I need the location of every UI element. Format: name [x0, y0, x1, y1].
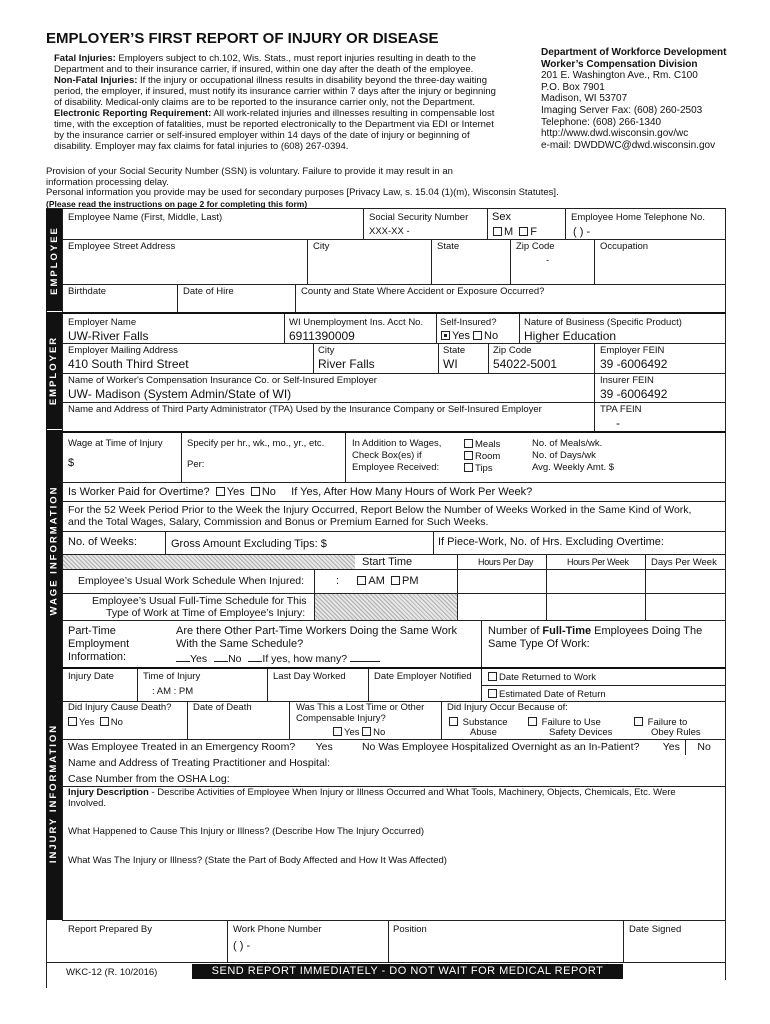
hours-per-week-header: Hours Per Week	[567, 557, 629, 567]
failure-use-checkbox[interactable]	[528, 717, 537, 726]
pm-checkbox[interactable]	[391, 576, 400, 585]
address-line-1: 201 E. Washington Ave., Rm. C100	[541, 70, 698, 82]
death-no-label: No	[110, 717, 123, 728]
county-state-label: County and State Where Accident or Exposure Occurred?	[301, 286, 545, 297]
injury-description-line-1	[68, 788, 676, 799]
failure-obey-label-2: Obey Rules	[651, 727, 701, 738]
nonfatal-text-3: of disability. Medical-only claims are to be reported to the insurance carrier only, not the Department.	[54, 97, 476, 108]
self-insured-yes-label: Yes	[452, 330, 470, 342]
instructions-note: (Please read the instructions on page 2 for completing this form)	[46, 198, 308, 209]
am-label: AM	[368, 575, 385, 587]
injury-description-line-2: Involved.	[68, 798, 107, 809]
electronic-text: All work-related injuries and illnesses resulting in compensable lost	[211, 108, 495, 119]
hosp-yes-option[interactable]: Yes	[662, 741, 680, 753]
period-52-line-1: For the 52 Week Period Prior to the Week the Injury Occurred, Report Below the Number of Weeks Worked in the Same Kind of Work,	[68, 504, 692, 516]
substance-checkbox[interactable]	[449, 717, 458, 726]
section-tab-employer: EMPLOYER	[46, 312, 62, 429]
hours-per-day-header: Hours Per Day	[478, 557, 534, 567]
city-label: City	[313, 241, 330, 252]
lost-no-label: No	[373, 727, 386, 738]
self-insured-options	[441, 331, 498, 342]
overtime-hours-label: If Yes, After How Many Hours of Work Per Week?	[291, 486, 533, 498]
lost-yes-label: Yes	[344, 727, 360, 738]
electronic-text-3: by the insurance carrier or self-insured employer within 14 days of the date of injury or beginning of	[54, 130, 470, 141]
hospitalized-label: Was Employee Hospitalized Overnight as an In-Patient?	[378, 741, 640, 753]
failure-use-label: Failure to Use	[541, 717, 601, 728]
returned-option	[488, 672, 596, 684]
employer-state-label: State	[443, 345, 466, 356]
employer-zip-label: Zip Code	[493, 345, 532, 356]
telephone-number: Telephone: (608) 266-1340	[541, 116, 662, 128]
what-happened-label: What Happened to Cause This Injury or Illness? (Describe How The Injury Occurred)	[68, 826, 425, 837]
death-yes-label: Yes	[79, 717, 95, 728]
send-report-banner: SEND REPORT IMMEDIATELY - DO NOT WAIT FOR MEDICAL REPORT	[192, 964, 623, 979]
email-link[interactable]: e-mail: DWDDWC@dwd.wisconsin.gov	[541, 139, 716, 151]
osha-label: Case Number from the OSHA Log:	[68, 773, 230, 785]
insurance-co-label: Name of Worker's Compensation Insurance Co. or Self-Insured Employer	[68, 375, 377, 386]
fulltime-schedule-line-1: Employee’s Usual Full-Time Schedule for This	[92, 595, 307, 607]
substance-label: Substance	[462, 717, 508, 728]
returned-checkbox[interactable]	[488, 672, 497, 681]
employer-name-value[interactable]: UW-River Falls	[68, 329, 149, 343]
sex-f-checkbox[interactable]	[519, 227, 528, 236]
fax-number: Imaging Server Fax: (608) 260-2503	[541, 104, 703, 116]
privacy-line-1: Provision of your Social Security Number (SSN) is voluntary. Failure to provide it may result in an	[46, 166, 453, 177]
er-no-option[interactable]: No	[361, 741, 376, 753]
tpa-label: Name and Address of Third Party Administrator (TPA) Used by the Insurance Company or Self-Insured Employer	[68, 404, 542, 415]
other-pt-answers	[176, 654, 380, 665]
time-of-injury-label: Time of Injury	[143, 671, 201, 682]
avg-weekly-label: Avg. Weekly Amt. $	[532, 462, 615, 473]
fulltime-hatch	[315, 594, 457, 620]
sex-label: Sex	[492, 211, 511, 223]
overtime-label: Is Worker Paid for Overtime?	[68, 486, 210, 498]
last-day-worked-label: Last Day Worked	[273, 671, 346, 682]
date-signed-label: Date Signed	[629, 924, 682, 935]
time-colon: :	[336, 575, 340, 587]
substance-label-2: Abuse	[470, 727, 497, 738]
hire-date-label: Date of Hire	[183, 286, 234, 297]
how-many-label: If yes, how many?	[262, 653, 348, 665]
estimated-label: Estimated Date of Return	[499, 689, 606, 700]
employer-fein-value[interactable]: 39 -6006492	[600, 357, 668, 371]
self-insured-no-checkbox[interactable]	[473, 331, 482, 340]
occupation-label: Occupation	[600, 241, 649, 252]
address-line-3: Madison, WI 53707	[541, 93, 628, 105]
failure-use-label-2: Safety Devices	[549, 727, 613, 738]
lost-time-options	[333, 727, 385, 739]
tips-option	[464, 463, 493, 475]
failure-obey-checkbox[interactable]	[634, 717, 643, 726]
emergency-room-row	[68, 742, 711, 753]
fulltime-employees-line-2: Same Type Of Work:	[488, 638, 590, 650]
nature-business-label: Nature of Business (Specific Product)	[524, 317, 682, 328]
usual-schedule-time	[336, 576, 419, 587]
work-phone-field[interactable]: ( ) -	[233, 940, 251, 952]
section-tab-employee: EMPLOYEE	[46, 209, 62, 311]
division-name: Worker’s Compensation Division	[541, 58, 698, 70]
zip-label: Zip Code	[516, 241, 555, 252]
street-address-label: Employee Street Address	[68, 241, 176, 252]
lost-time-line-2: Compensable Injury?	[296, 713, 386, 724]
date-of-death-label: Date of Death	[193, 702, 252, 713]
estimated-checkbox[interactable]	[488, 689, 497, 698]
prepared-by-label: Report Prepared By	[68, 924, 152, 935]
section-tab-injury: INJURY INFORMATION	[46, 667, 62, 920]
form-top-border	[46, 208, 726, 209]
nonfatal-label: Non-Fatal Injuries:	[54, 75, 138, 86]
er-yes-option[interactable]: Yes	[315, 741, 333, 753]
home-phone-label: Employee Home Telephone No.	[571, 212, 705, 223]
page-title: EMPLOYER’S FIRST REPORT OF INJURY OR DISEASE	[46, 30, 439, 47]
injury-date-label: Injury Date	[68, 671, 114, 682]
room-label: Room	[475, 451, 501, 462]
cause-death-options	[68, 717, 123, 729]
department-name: Department of Workforce Development	[541, 47, 727, 58]
ft-post: Employees Doing The	[591, 625, 703, 637]
self-insured-label: Self-Insured?	[440, 317, 497, 328]
lost-time-line-1: Was This a Lost Time or Other	[296, 702, 425, 713]
overtime-yes-checkbox[interactable]	[216, 487, 225, 496]
fatal-text-2: Department and to their insurance carrier, if insured, within one day after the death of the employee.	[54, 64, 474, 75]
mailing-address-label: Employer Mailing Address	[68, 345, 178, 356]
estimated-option	[488, 689, 606, 701]
tpa-fein-label: TPA FEIN	[600, 404, 642, 415]
overtime-no-checkbox[interactable]	[251, 487, 260, 496]
time-of-injury-field[interactable]: : AM : PM	[152, 686, 194, 697]
employer-city-label: City	[318, 345, 335, 356]
privacy-notice	[46, 167, 746, 209]
meals-checkbox[interactable]	[464, 439, 473, 448]
per-label: Per:	[187, 459, 205, 470]
department-address	[541, 47, 741, 151]
injury-description-text: - Describe Activities of Employee When Injury or Illness Occurred and What Tools, Machinery, Objects, Chemicals, Etc. Were	[148, 787, 676, 798]
other-pt-line-2: With the Same Schedule?	[176, 638, 304, 650]
employer-name-label: Employer Name	[68, 317, 137, 328]
period-52-line-2: and the Total Wages, Salary, Commission and Bonus or Premium Earned for Such Weeks.	[68, 516, 489, 528]
ssn-label: Social Security Number	[369, 212, 469, 223]
room-option	[464, 451, 500, 463]
hosp-no-option[interactable]: No	[697, 741, 711, 753]
nature-business-value[interactable]: Higher Education	[524, 329, 617, 343]
returned-label: Date Returned to Work	[499, 672, 596, 683]
form-id: WKC-12 (R. 10/2016)	[66, 967, 158, 978]
self-insured-yes-checkbox[interactable]	[441, 331, 450, 340]
practitioner-label: Name and Address of Treating Practitioner and Hospital:	[68, 757, 331, 769]
am-checkbox[interactable]	[357, 576, 366, 585]
birthdate-label: Birthdate	[68, 286, 107, 297]
lost-no-checkbox[interactable]	[362, 727, 371, 736]
injury-description-bold: Injury Description	[68, 787, 149, 798]
sex-m-label: M	[504, 226, 514, 238]
addition-line-2: Check Box(es) if	[352, 450, 422, 461]
part-time-line-2: Employment	[68, 638, 130, 650]
wage-dollar: $	[68, 457, 75, 469]
death-no-checkbox[interactable]	[100, 717, 109, 726]
ui-account-value[interactable]: 6911390009	[289, 329, 355, 343]
employer-state-value[interactable]: WI	[443, 357, 458, 371]
work-phone-label: Work Phone Number	[233, 924, 322, 935]
website-link[interactable]: http://www.dwd.wisconsin.gov/wc	[541, 128, 689, 140]
schedule-hatch	[63, 555, 355, 569]
position-label: Position	[393, 924, 427, 935]
ft-pre: Number of	[488, 625, 543, 637]
employer-city-value[interactable]: River Falls	[318, 357, 375, 371]
weeks-label: No. of Weeks:	[68, 536, 137, 548]
start-time-header: Start Time	[362, 556, 413, 568]
tips-checkbox[interactable]	[464, 463, 473, 472]
mailing-address-value[interactable]: 410 South Third Street	[68, 357, 189, 371]
overtime-no-label: No	[261, 486, 276, 498]
nonfatal-text-2: period, the employer, if insured, must notify its insurance carrier within 7 days after the injury or beginning	[54, 86, 496, 97]
insurance-co-value[interactable]: UW- Madison (System Admin/State of WI)	[68, 387, 292, 401]
electronic-text-2: time, with the exception of fatalities, must be reported electronically to the Department via EDI or Internet	[54, 119, 494, 130]
meals-option	[464, 439, 500, 451]
home-phone-field[interactable]: ( ) -	[573, 226, 591, 238]
fatal-label: Fatal Injuries:	[54, 53, 116, 64]
state-label: State	[437, 241, 460, 252]
lost-yes-checkbox[interactable]	[333, 727, 342, 736]
nonfatal-text: If the injury or occupational illness results in disability beyond the three-day waiting	[137, 75, 487, 86]
employer-notified-label: Date Employer Notified	[374, 671, 472, 682]
reporting-instructions	[54, 53, 534, 152]
electronic-label: Electronic Reporting Requirement:	[54, 108, 212, 119]
address-line-2: P.O. Box 7901	[541, 81, 605, 93]
usual-schedule-label: Employee’s Usual Work Schedule When Injured:	[78, 575, 305, 587]
failure-obey-label: Failure to	[647, 717, 688, 728]
days-per-week-header: Days Per Week	[651, 557, 717, 568]
pt-no-label[interactable]: No	[228, 653, 242, 665]
privacy-line-3: Personal information you provide may be used for secondary purposes [Privacy Law, s. 15.04 (1)(m), Wisconsin Statutes].	[46, 187, 559, 198]
ui-account-label: WI Unemployment Ins. Acct No.	[289, 317, 424, 328]
pm-label: PM	[402, 575, 419, 587]
privacy-line-2: information processing delay.	[46, 176, 169, 188]
meals-label: Meals	[475, 439, 501, 450]
ssn-field[interactable]: XXX-XX -	[369, 226, 410, 237]
sex-f-label: F	[530, 226, 538, 238]
what-injury-label: What Was The Injury or Illness? (State the Part of Body Affected and How It Was Affected)	[68, 855, 447, 866]
gross-amount-label: Gross Amount Excluding Tips: $	[171, 538, 327, 550]
meals-per-week-label: No. of Meals/wk.	[532, 438, 603, 449]
employee-name-label: Employee Name (First, Middle, Last)	[68, 212, 223, 223]
overtime-row	[68, 487, 532, 498]
tpa-fein-value[interactable]: -	[616, 416, 620, 430]
addition-line-1: In Addition to Wages,	[352, 438, 442, 449]
employer-fein-label: Employer FEIN	[600, 345, 665, 356]
piece-work-label: If Piece-Work, No. of Hrs. Excluding Overtime:	[438, 536, 664, 548]
cause-death-label: Did Injury Cause Death?	[68, 702, 172, 713]
addition-line-3: Employee Received:	[352, 462, 440, 473]
occur-because-label: Did Injury Occur Because of:	[447, 702, 568, 713]
room-checkbox[interactable]	[464, 451, 473, 460]
insurer-fein-value[interactable]: 39 -6006492	[600, 387, 668, 401]
employer-zip-value[interactable]: 54022-5001	[493, 357, 558, 371]
other-pt-line-1: Are there Other Part-Time Workers Doing the Same Work	[176, 625, 457, 637]
fatal-text: Employers subject to ch.102, Wis. Stats., must report injuries resulting in death to the	[115, 53, 476, 64]
days-per-week-label: No. of Days/wk	[532, 450, 596, 461]
overtime-yes-label: Yes	[226, 486, 245, 498]
tips-label: Tips	[475, 463, 493, 474]
fulltime-employees-line-1	[488, 626, 702, 637]
ft-bold: Full-Time	[542, 625, 592, 637]
emergency-room-label: Was Employee Treated in an Emergency Room?	[68, 741, 296, 753]
wage-label: Wage at Time of Injury	[68, 438, 163, 449]
section-tab-wage: WAGE INFORMATION	[46, 430, 62, 670]
specify-label: Specify per hr., wk., mo., yr., etc.	[187, 438, 325, 449]
sex-m-checkbox[interactable]	[493, 227, 502, 236]
sex-options	[493, 227, 537, 238]
zip-field[interactable]: -	[546, 255, 550, 266]
death-yes-checkbox[interactable]	[68, 717, 77, 726]
insurer-fein-label: Insurer FEIN	[600, 375, 654, 386]
part-time-line-1: Part-Time	[68, 625, 116, 637]
fulltime-schedule-line-2: Type of Work at Time of Employee’s Injury:	[106, 607, 306, 619]
electronic-text-4: disability. Employer may fax claims for fatal injuries to (608) 267-0394.	[54, 141, 349, 152]
pt-yes-label[interactable]: Yes	[190, 653, 208, 665]
part-time-line-3: Information:	[68, 651, 127, 663]
form-right-border	[725, 208, 726, 980]
self-insured-no-label: No	[484, 330, 499, 342]
